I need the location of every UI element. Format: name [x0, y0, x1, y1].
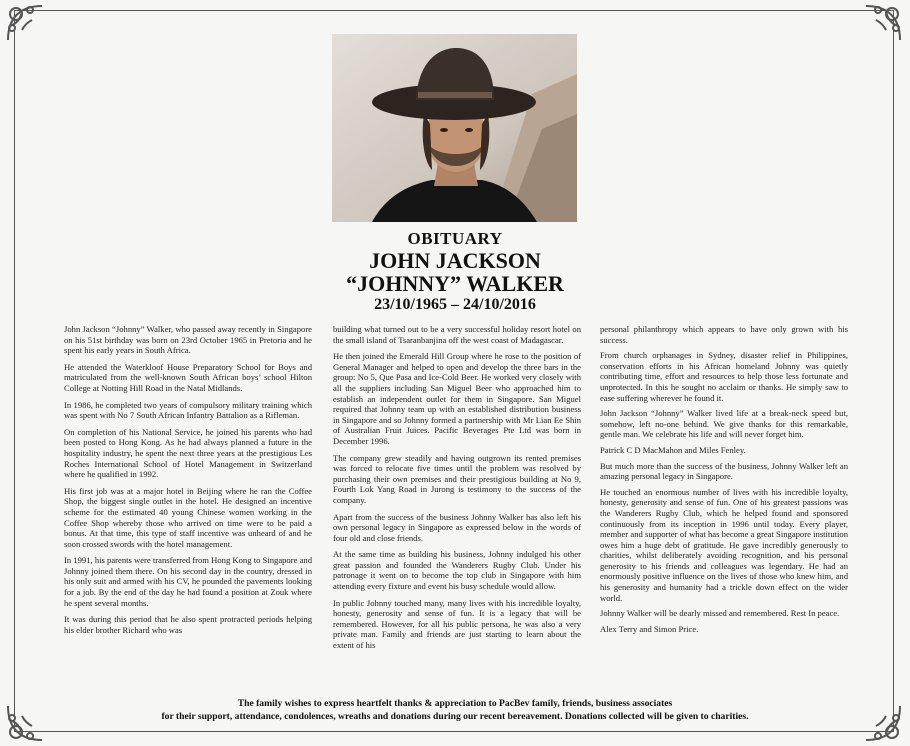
- paragraph: Apart from the success of the business Johnny Walker has also left his own personal legacy in Singapore as expressed below in the words of four old and close friends.: [333, 511, 581, 543]
- corner-ornament-icon: [2, 0, 50, 48]
- portrait-photo: [332, 34, 577, 222]
- signature: Patrick C D MacMahon and Miles Fenley.: [600, 444, 746, 455]
- paragraph: From church orphanages in Sydney, disaster relief in Philippines, conservation efforts in his African homeland Johnny was quietly contributing time, effort and resources to help those less fortunate and unprotected. In this he sought no acclaim or thanks. He simply saw to ease suffering wherever he found it.: [600, 350, 848, 403]
- life-dates: 23/10/1965 – 24/10/2016: [374, 296, 536, 313]
- text-column-1: [64, 324, 312, 641]
- footer-line-1: The family wishes to express heartfelt thanks & appreciation to PacBev family, friends, business associates: [237, 698, 673, 709]
- paragraph: It was during this period that he also spent protracted periods helping his elder brother Richard who was: [64, 614, 312, 635]
- paragraph: On completion of his National Service, he joined his parents who had been posted to Hong Kong. As he had always planned a future in the hospitality industry, he spent the next three years at the prestigious Les Roches International School of Hotel Management in Switzerland where he qualified in 1992.: [64, 426, 312, 480]
- name-line-1: JOHN JACKSON: [369, 248, 541, 273]
- paragraph: In 1986, he completed two years of compulsory military training which was spent with No 7 South African Infantry Battalion as a Rifleman.: [64, 399, 312, 421]
- paragraph: personal philanthropy which appears to have only grown with his success.: [600, 324, 848, 345]
- paragraph: But much more than the success of the business, Johnny Walker left an amazing personal legacy in Singapore.: [600, 460, 848, 482]
- paragraph: He touched an enormous number of lives with his incredible loyalty, honesty, generosity and sense of fun. One of his greatest passions was the Wanderers Rugby Club, which he helped found and sponsored continuously from its inception in 1996 until today. Every player, member and supporter of what has become a great Singapore institution owes him a huge debt of gratitude. He gave incredibly generously to charities, whilst deliberately avoiding recognition, and his personal generosity to his friends and colleagues was legendary. He had an enormously positive influence on the lives of those who knew him, and his generosity and humanity had a trickle down effect on the wider world.: [600, 486, 848, 603]
- paragraph: John Jackson “Johnny” Walker, who passed away recently in Singapore on his 51st birthday was born on 23rd October 1965 in Pretoria and he spent his early years in South Africa.: [64, 324, 312, 356]
- paragraph: building what turned out to be a very successful holiday resort hotel on the small island of Tsaranbanjina off the west coast of Madagascar.: [333, 324, 581, 345]
- paragraph: His first job was at a major hotel in Beijing where he ran the Coffee Shop, the biggest single outlet in the hotel. He designed an incentive scheme for the estimated 40 young Chinese women working in the Coffee Shop whereby those who arrived on time were to be paid a bonus. At that time, this type of staff incentive was unheard of and he soon crossed swords with the hotel management.: [64, 485, 312, 549]
- paragraph: In public Johnny touched many, many lives with his incredible loyalty, honesty, generosity and sense of fun. It is a legacy that will be remembered. However, for all his public persona, he was also a very private man. Family and friends are just starting to learn about the extent of his: [333, 597, 581, 651]
- paragraph: Johnny Walker will be dearly missed and remembered. Rest In peace.: [600, 608, 840, 619]
- name-line-2: “JOHNNY” WALKER: [346, 271, 564, 296]
- paragraph: At the same time as building his business, Johnny indulged his other great passion and founded the Wanderers Rugby Club. Under his patronage it went on to become the top club in Singapore with him attending every fixture and event his busy schedule would allow.: [333, 549, 581, 592]
- paragraph: The company grew steadily and having outgrown its rented premises was forced to relocate five times until the problem was resolved by purchasing their own premises and their prestigious building at No 9, Fourth Lok Yang Road in Jurong is testimony to the success of the company.: [333, 452, 581, 505]
- signature: Alex Terry and Simon Price.: [600, 623, 699, 634]
- paragraph: John Jackson “Johnny” Walker lived life at a break-neck speed but, somehow, left no-one behind. We give thanks for this remarkable, gentle man. We celebrate his life and will never forget him.: [600, 408, 848, 440]
- text-column-2: [333, 324, 581, 657]
- paragraph: He attended the Waterkloof House Preparatory School for Boys and matriculated from the well-known South African boys’ school Hilton College at Notting Hill Road in the Natal Midlands.: [64, 361, 312, 393]
- paragraph: He then joined the Emerald Hill Group where he rose to the position of General Manager and helped to open and develop the three bars in the group: No 5, Que Pasa and Ice-Cold Beer. He worked very closely with all the suppliers including San Miguel Beer who approached him to establish an independent outlet for them in Singapore. San Miguel required that Johnny team up with an established distribution business in Singapore and so Johnny formed a partnership with Mr Lian Ee Shin of Australian Fruit Juices. Pacific Beverages Pte Ltd was born in December 1996.: [333, 351, 581, 446]
- paragraph: In 1991, his parents were transferred from Hong Kong to Singapore and Johnny joined them there. On his second day in the country, dressed in his only suit and armed with his CV, he pounded the pavements looking for a job. By the end of the day he had found a position at Zouk where he spent several months.: [64, 555, 312, 608]
- footer-line-2: for their support, attendance, condolences, wreaths and donations during our recent bereavement. Donations collected will be given to charities.: [161, 711, 749, 722]
- obituary-label: OBITUARY: [407, 229, 503, 248]
- text-column-3: [600, 324, 848, 639]
- corner-ornament-icon: [858, 0, 906, 48]
